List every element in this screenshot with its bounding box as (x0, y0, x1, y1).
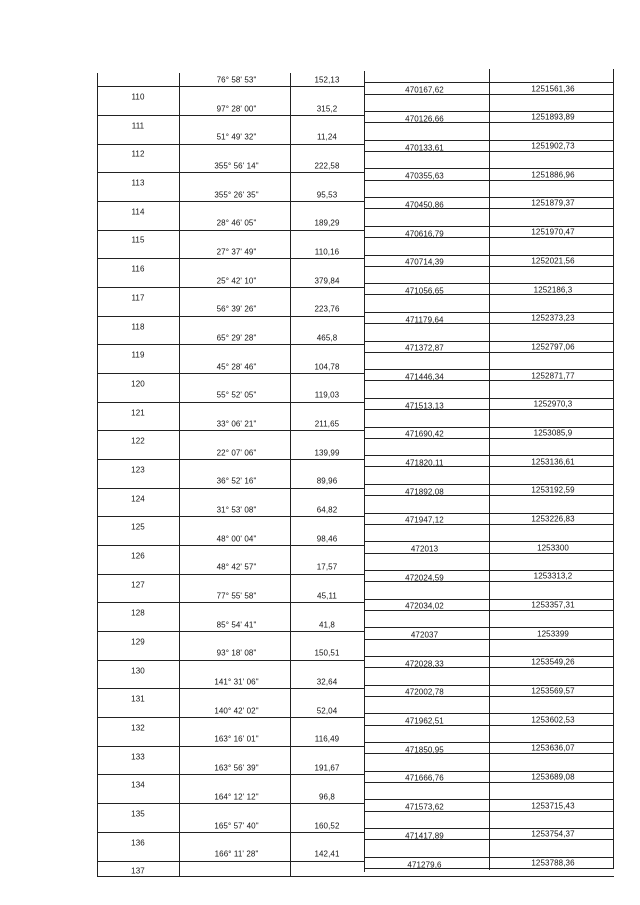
table-rule-x-y (489, 69, 490, 870)
segment-distance: 119,03 (314, 390, 340, 400)
rule-right-block-upper (364, 226, 614, 227)
coordinate-x: 470167,62 (405, 85, 444, 95)
bearing-angle: 165° 57' 40" (214, 821, 259, 831)
point-number: 116 (131, 264, 145, 274)
bearing-angle: 28° 46' 05" (216, 218, 257, 228)
table-rule-angle-distance (290, 73, 291, 876)
segment-distance: 191,67 (314, 763, 340, 773)
coordinate-y: 1253357,31 (531, 600, 575, 610)
rule-right-block-lower (364, 610, 614, 611)
rule-left-block (97, 402, 364, 403)
bearing-angle: 55° 52' 05" (216, 390, 257, 400)
point-number: 115 (131, 235, 145, 245)
coordinate-y: 1252970,3 (533, 399, 573, 409)
rule-left-block (97, 602, 364, 603)
bearing-angle: 166° 11' 28" (214, 849, 259, 859)
coordinate-y: 1253636,07 (531, 743, 575, 753)
point-number: 120 (131, 379, 145, 389)
rule-left-block (97, 574, 364, 575)
coordinate-x: 471666,76 (405, 773, 444, 783)
rule-right-block-lower (364, 839, 614, 840)
rule-left-block (97, 459, 364, 460)
coordinate-y: 1253136,61 (531, 457, 575, 467)
rule-right-block-lower (364, 667, 614, 668)
bearing-angle: 51° 49' 32" (216, 132, 257, 142)
coordinate-x: 470616,79 (405, 229, 444, 239)
bearing-angle: 56° 39' 26" (216, 304, 257, 314)
bearing-angle: 76° 58' 53" (216, 75, 257, 85)
rule-right-block-upper (364, 82, 614, 83)
bearing-angle: 31° 53' 08" (216, 505, 257, 515)
coordinate-y: 1251561,36 (531, 84, 575, 94)
rule-right-block-upper (364, 627, 614, 628)
rule-right-block-lower (364, 151, 614, 152)
bearing-angle: 163° 56' 39" (214, 763, 259, 773)
table-rule-left (97, 73, 98, 876)
segment-distance: 211,65 (314, 419, 340, 429)
rule-right-block-lower (364, 782, 614, 783)
segment-distance: 110,16 (314, 247, 340, 257)
segment-distance: 32,64 (316, 677, 338, 687)
rule-left-block (97, 258, 364, 259)
bearing-angle: 65° 29' 28" (216, 333, 257, 343)
coordinate-x: 471850,95 (405, 745, 444, 755)
coordinate-x: 472037 (410, 630, 439, 640)
coordinate-x: 471690,42 (405, 429, 444, 439)
coordinate-x: 471820,11 (405, 458, 444, 468)
segment-distance: 150,51 (314, 648, 340, 658)
rule-right-block-upper (364, 283, 614, 284)
rule-right-block-lower (364, 180, 614, 181)
rule-right-block-lower (364, 753, 614, 754)
coordinate-x: 471372,87 (405, 343, 444, 353)
rule-right-block-lower (364, 122, 614, 123)
rule-right-block-lower (364, 323, 614, 324)
coordinate-y: 1253226,83 (531, 514, 575, 524)
rule-left-block (97, 516, 364, 517)
coordinate-y: 1251879,37 (531, 198, 575, 208)
rule-right-block-lower (364, 352, 614, 353)
rule-left-block (97, 430, 364, 431)
rule-right-block-lower (364, 581, 614, 582)
table-rule-distance-x (364, 71, 365, 872)
point-number: 117 (131, 293, 145, 303)
bearing-angle: 140° 42' 02" (214, 706, 259, 716)
bearing-angle: 85° 54' 41" (216, 620, 257, 630)
segment-distance: 315,2 (316, 104, 338, 114)
rule-right-block-upper (364, 484, 614, 485)
rule-right-block-lower (364, 266, 614, 267)
coordinate-y: 1252871,77 (531, 371, 575, 381)
point-number: 121 (131, 408, 145, 418)
coordinate-x: 472034,02 (405, 601, 444, 611)
bearing-angle: 141° 31' 06" (214, 677, 259, 687)
coordinate-y: 1253192,59 (531, 485, 575, 495)
table-rule-right (613, 69, 614, 868)
point-number: 125 (131, 522, 145, 532)
coordinate-y: 1253715,43 (531, 801, 575, 811)
bearing-angle: 93° 18' 08" (216, 648, 257, 658)
segment-distance: 379,84 (314, 276, 340, 286)
rule-right-block-upper (364, 455, 614, 456)
rule-right-block-lower (364, 208, 614, 209)
rule-right-block-upper (364, 771, 614, 772)
point-number: 114 (131, 207, 145, 217)
coordinate-y: 1253754,37 (531, 829, 575, 839)
coordinate-y: 1253549,26 (531, 657, 575, 667)
coordinate-y: 1253085,9 (533, 428, 573, 438)
coordinate-y: 1252186,3 (533, 285, 573, 295)
bearing-angle: 77° 55' 58" (216, 591, 257, 601)
bearing-angle: 33° 06' 21" (216, 419, 257, 429)
coordinate-x: 472013 (410, 544, 439, 554)
rule-right-block-upper (364, 541, 614, 542)
rule-right-block-lower (364, 725, 614, 726)
point-number: 137 (131, 866, 145, 876)
coordinate-y: 1253313,2 (533, 571, 573, 581)
coordinate-x: 471573,62 (405, 802, 444, 812)
point-number: 126 (131, 551, 145, 561)
point-number: 118 (131, 322, 145, 332)
point-number: 131 (131, 694, 145, 704)
coordinate-x: 470450,86 (405, 200, 444, 210)
coordinate-y: 1253399 (537, 629, 569, 639)
rule-right-block-lower (364, 94, 614, 95)
coordinate-y: 1251970,47 (531, 227, 575, 237)
coordinate-x: 471179,64 (405, 315, 444, 325)
coordinate-x: 471417,89 (405, 831, 444, 841)
rule-right-block-upper (364, 168, 614, 169)
rule-left-block (97, 861, 364, 862)
segment-distance: 64,82 (316, 505, 338, 515)
rule-left-block (97, 660, 364, 661)
rule-left-block (97, 631, 364, 632)
rule-right-block-upper (364, 255, 614, 256)
coordinate-y: 1253602,53 (531, 715, 575, 725)
rule-left-block (97, 230, 364, 231)
rule-left-block (97, 344, 364, 345)
coordinate-x: 471279,6 (407, 860, 442, 870)
rule-right-block-lower (364, 237, 614, 238)
coordinate-x: 471446,34 (405, 372, 444, 382)
coordinate-y: 1251886,96 (531, 170, 575, 180)
coordinate-x: 470714,39 (405, 257, 444, 267)
bearing-angle: 97° 28' 00" (216, 104, 257, 114)
rule-left-block (97, 774, 364, 775)
point-number: 124 (131, 494, 145, 504)
segment-distance: 17,57 (316, 562, 338, 572)
coordinate-x: 471962,51 (405, 716, 444, 726)
rule-right-block-lower (364, 868, 614, 869)
point-number: 130 (131, 666, 145, 676)
segment-distance: 142,41 (314, 849, 340, 859)
bearing-angle: 25° 42' 10" (216, 276, 257, 286)
bearing-angle: 27° 37' 49" (216, 247, 257, 257)
rule-right-block-upper (364, 140, 614, 141)
rule-left-block (97, 545, 364, 546)
point-number: 132 (131, 723, 145, 733)
segment-distance: 41,8 (319, 620, 335, 630)
segment-distance: 89,96 (316, 476, 338, 486)
point-number: 111 (131, 121, 145, 131)
segment-distance: 98,46 (316, 534, 338, 544)
rule-right-block-upper (364, 713, 614, 714)
rule-right-block-lower (364, 380, 614, 381)
point-number: 110 (131, 92, 145, 102)
point-number: 136 (131, 838, 145, 848)
point-number: 122 (131, 436, 145, 446)
rule-left-block (97, 803, 364, 804)
rule-right-block-upper (364, 799, 614, 800)
rule-right-block-upper (364, 828, 614, 829)
rule-right-block-upper (364, 398, 614, 399)
rule-right-block-upper (364, 369, 614, 370)
rule-right-block-upper (364, 513, 614, 514)
rule-right-block-upper (364, 656, 614, 657)
rule-right-block-lower (364, 466, 614, 467)
coordinate-x: 471056,65 (405, 286, 444, 296)
rule-right-block-upper (364, 599, 614, 600)
point-number: 119 (131, 350, 145, 360)
coordinate-y: 1252797,06 (531, 342, 575, 352)
segment-distance: 160,52 (314, 821, 340, 831)
table-rule-point-angle (179, 73, 180, 876)
rule-left-block (97, 144, 364, 145)
bearing-angle: 48° 42' 57" (216, 562, 257, 572)
coordinate-x: 471892,08 (405, 487, 444, 497)
rule-left-block (97, 86, 364, 87)
point-number: 127 (131, 580, 145, 590)
point-number: 129 (131, 637, 145, 647)
rule-right-block-lower (364, 639, 614, 640)
rule-left-block (97, 746, 364, 747)
rule-right-block-lower (364, 696, 614, 697)
rule-left-block (97, 115, 364, 116)
rule-right-block-upper (364, 111, 614, 112)
rule-left-block (97, 172, 364, 173)
rule-right-block-upper (364, 742, 614, 743)
bearing-angle: 355° 26' 35" (214, 190, 259, 200)
segment-distance: 139,99 (314, 448, 340, 458)
coordinate-y: 1253788,36 (531, 858, 575, 868)
coordinate-x: 470355,63 (405, 171, 444, 181)
segment-distance: 52,04 (316, 706, 338, 716)
point-number: 113 (131, 178, 145, 188)
rule-right-block-upper (364, 197, 614, 198)
bearing-angle: 22° 07' 06" (216, 448, 257, 458)
coordinate-x: 472002,78 (405, 687, 444, 697)
segment-distance: 45,11 (317, 591, 337, 601)
rule-right-block-lower (364, 553, 614, 554)
rule-left-block (97, 488, 364, 489)
rule-left-block (97, 832, 364, 833)
rule-left-block (97, 201, 364, 202)
rule-right-block-upper (364, 312, 614, 313)
coordinate-y: 1251902,73 (531, 141, 575, 151)
point-number: 112 (131, 149, 145, 159)
coordinate-x: 471513,13 (405, 401, 444, 411)
segment-distance: 116,49 (314, 734, 340, 744)
rule-left-block (97, 287, 364, 288)
rule-right-block-upper (364, 570, 614, 571)
segment-distance: 152,13 (314, 75, 340, 85)
rule-left-block (97, 717, 364, 718)
bearing-angle: 355° 56' 14" (214, 161, 259, 171)
rule-right-block-lower (364, 409, 614, 410)
rule-right-block-upper (364, 857, 614, 858)
rule-right-block-lower (364, 438, 614, 439)
point-number: 123 (131, 465, 145, 475)
point-number: 135 (131, 809, 145, 819)
coordinate-y: 1253300 (537, 543, 569, 553)
rule-left-block (97, 373, 364, 374)
bearing-angle: 163° 16' 01" (214, 734, 259, 744)
rule-right-block-upper (364, 685, 614, 686)
segment-distance: 465,8 (316, 333, 338, 343)
segment-distance: 96,8 (319, 792, 335, 802)
rule-right-block-upper (364, 427, 614, 428)
coordinate-x: 470133,61 (405, 143, 444, 153)
coordinate-y: 1251893,89 (531, 112, 575, 122)
bearing-angle: 45° 28' 46" (216, 362, 257, 372)
segment-distance: 11,24 (317, 132, 337, 142)
bearing-angle: 164° 12' 12" (214, 792, 259, 802)
point-number: 133 (131, 752, 145, 762)
rule-right-block-upper (364, 341, 614, 342)
coordinate-y: 1253689,08 (531, 772, 575, 782)
point-number: 134 (131, 780, 145, 790)
segment-distance: 223,76 (314, 304, 340, 314)
coordinate-y: 1253569,57 (531, 686, 575, 696)
rule-left-block (97, 316, 364, 317)
coordinate-y: 1252021,56 (531, 256, 575, 266)
segment-distance: 95,53 (316, 190, 338, 200)
coordinate-y: 1252373,23 (531, 313, 575, 323)
rule-right-block-lower (364, 495, 614, 496)
rule-left-block (97, 688, 364, 689)
segment-distance: 189,29 (314, 218, 340, 228)
table-bottom-border (97, 876, 614, 877)
coordinate-x: 472028,33 (405, 659, 444, 669)
coordinate-x: 471947,12 (405, 515, 444, 525)
rule-right-block-lower (364, 811, 614, 812)
bearing-angle: 36° 52' 16" (216, 476, 257, 486)
point-number: 128 (131, 608, 145, 618)
rule-right-block-lower (364, 524, 614, 525)
segment-distance: 104,78 (314, 362, 340, 372)
coordinate-x: 470126,66 (405, 114, 444, 124)
rule-right-block-lower (364, 294, 614, 295)
bearing-angle: 48° 00' 04" (216, 534, 257, 544)
coordinate-x: 472024,59 (405, 573, 444, 583)
segment-distance: 222,58 (314, 161, 340, 171)
